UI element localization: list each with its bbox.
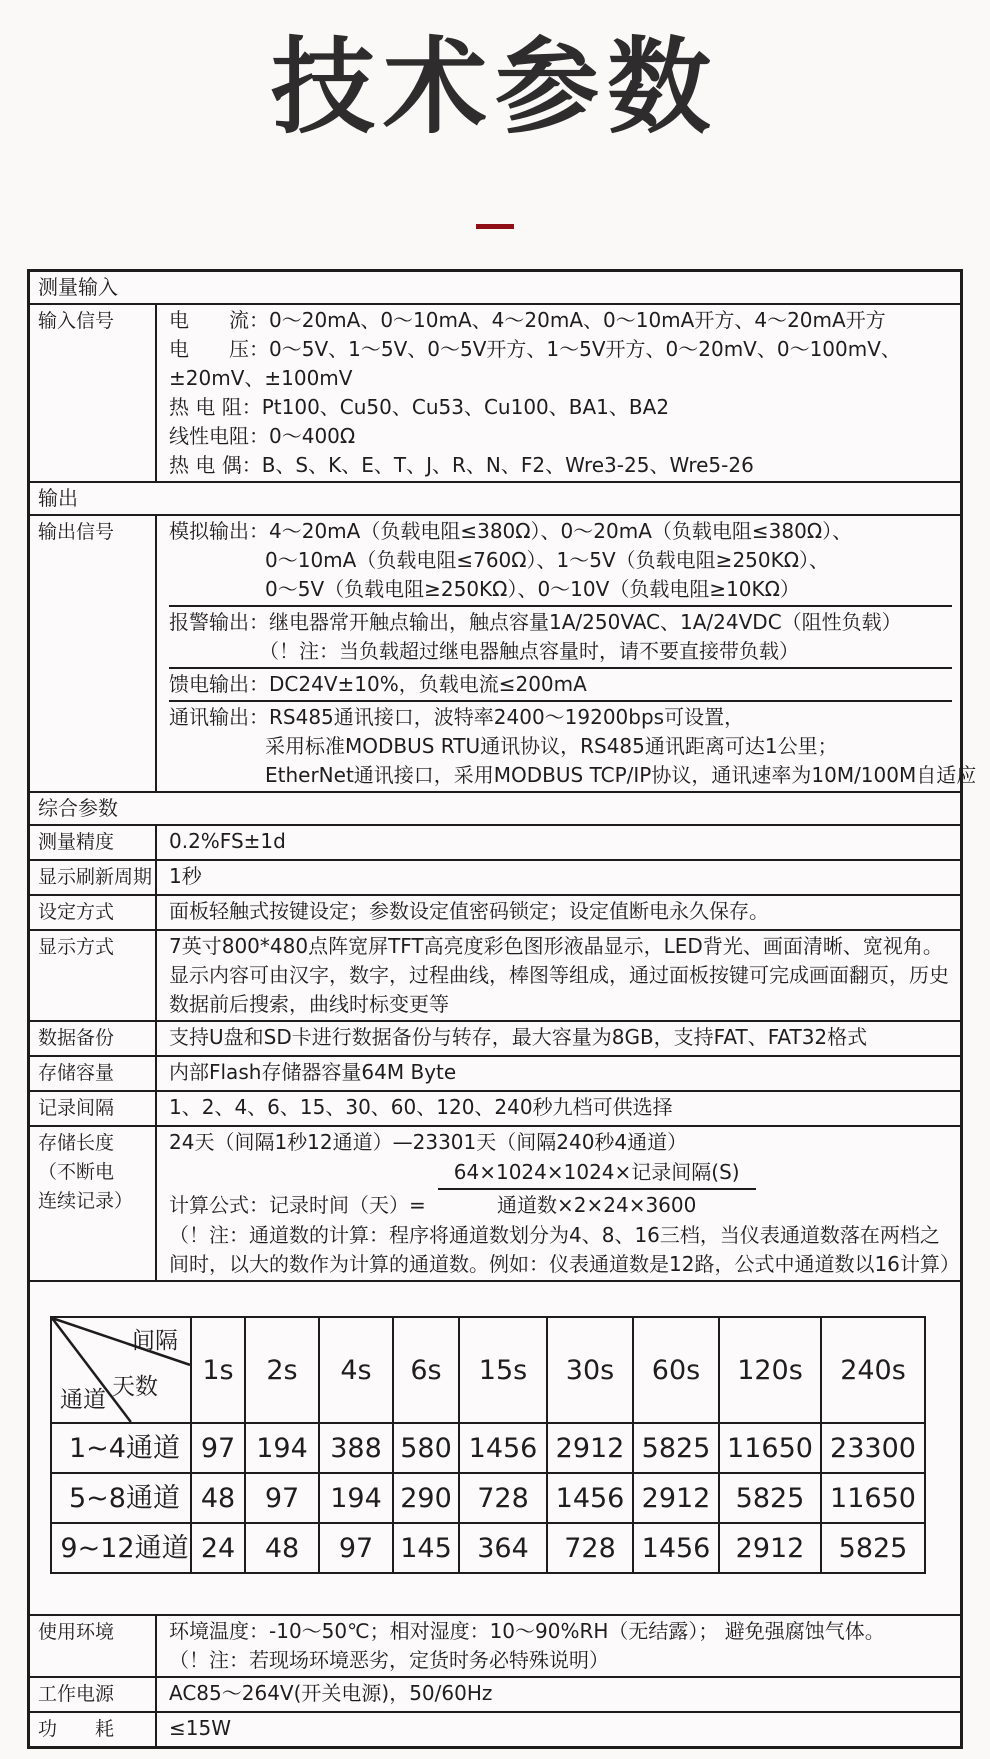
days-table-cell: 97 (245, 1473, 319, 1523)
row-environment (30, 1614, 960, 1676)
days-table-column-header: 15s (459, 1317, 547, 1423)
storage-length-formula (169, 1158, 952, 1220)
section-output (30, 481, 960, 514)
row-display-method (30, 929, 960, 1020)
days-table-row-label: 5~8通道 (51, 1473, 191, 1523)
days-table-cell: 1456 (459, 1423, 547, 1473)
input-signal-line: 电 流：0～20mA、0～10mA、4～20mA、0～10mA开方、4～20mA开方 (169, 308, 886, 332)
storage-length-label-line: （不断电 (38, 1161, 115, 1183)
days-table-cell: 2912 (719, 1523, 821, 1573)
comm-output-subrow (169, 700, 977, 791)
row-setting-method (30, 894, 960, 929)
input-signal-content (157, 305, 960, 481)
display-method-value: 7英寸800*480点阵宽屏TFT高亮度彩色图形液晶显示，LED背光、画面清晰、宽视角。显示内容可由汉字，数字，过程曲线，棒图等组成，通过面板按键可完成画面翻页，历史数据前后搜索，曲线时标变更等 (169, 934, 949, 1016)
days-table-cell: 97 (319, 1523, 393, 1573)
days-table-column-header: 30s (547, 1317, 633, 1423)
days-table-cell: 5825 (719, 1473, 821, 1523)
days-table-row (51, 1423, 925, 1473)
days-table-row-label: 1~4通道 (51, 1423, 191, 1473)
record-interval-value: 1、2、4、6、15、30、60、120、240秒九档可供选择 (169, 1095, 673, 1119)
data-backup-value: 支持U盘和SD卡进行数据备份与转存，最大容量为8GB，支持FAT、FAT32格式 (169, 1025, 868, 1049)
storage-length-label-line: 连续记录） (38, 1190, 134, 1212)
days-table-cell: 728 (459, 1473, 547, 1523)
formula-numerator: 64×1024×1024×记录间隔(S) (438, 1158, 756, 1190)
section-general (30, 791, 960, 824)
days-table-column-header: 120s (719, 1317, 821, 1423)
power-consumption-value: ≤15W (169, 1716, 231, 1740)
refresh-period-value: 1秒 (169, 864, 202, 888)
storage-capacity-label: 存储容量 (30, 1057, 157, 1090)
row-record-interval (30, 1090, 960, 1125)
input-signal-line: 电 压：0～5V、1～5V、0～5V开方、1～5V开方、0～20mV、0～100mV、 (169, 337, 901, 361)
input-signal-line: 线性电阻：0～400Ω (169, 424, 356, 448)
days-table-column-header: 240s (821, 1317, 925, 1423)
corner-channel-label: 通道 (60, 1387, 106, 1413)
section-general-label: 综合参数 (38, 796, 118, 820)
section-output-label: 输出 (38, 486, 78, 510)
days-table-cell: 5825 (821, 1523, 925, 1573)
row-storage-capacity (30, 1055, 960, 1090)
formula-prefix: 计算公式：记录时间（天）= (169, 1193, 426, 1217)
days-table-cell: 48 (245, 1523, 319, 1573)
input-signal-label: 输入信号 (30, 305, 157, 481)
analog-output-subrow (169, 516, 952, 605)
power-consumption-label: 功 耗 (30, 1713, 157, 1746)
days-table-cell: 48 (191, 1473, 245, 1523)
environment-label: 使用环境 (30, 1616, 157, 1676)
days-table-cell: 23300 (821, 1423, 925, 1473)
input-signal-line: 热 电 偶：B、S、K、E、T、J、R、N、F2、Wre3-25、Wre5-26 (169, 453, 754, 477)
section-measure-input-label: 测量输入 (38, 275, 118, 299)
row-days-table (30, 1280, 960, 1614)
days-table-column-header: 4s (319, 1317, 393, 1423)
setting-method-value: 面板轻触式按键设定；参数设定值密码锁定；设定值断电永久保存。 (169, 899, 769, 923)
formula-fraction (438, 1158, 756, 1220)
days-table-cell: 1456 (633, 1523, 719, 1573)
row-power-consumption (30, 1711, 960, 1746)
days-table-row (51, 1473, 925, 1523)
comm-output-line: EtherNet通讯接口，采用MODBUS TCP/IP协议，通讯速率为10M/100M自适应 (265, 763, 977, 787)
row-output-signal (30, 514, 977, 791)
storage-length-label (30, 1127, 157, 1280)
feed-output-subrow (169, 667, 952, 700)
input-signal-line: 热 电 阻：Pt100、Cu50、Cu53、Cu100、BA1、BA2 (169, 395, 670, 419)
setting-method-label: 设定方式 (30, 896, 157, 929)
record-interval-label: 记录间隔 (30, 1092, 157, 1125)
days-table-cell: 1456 (547, 1473, 633, 1523)
refresh-period-label: 显示刷新周期 (30, 861, 157, 894)
title-underline-decoration (476, 224, 514, 229)
alarm-output-line: 报警输出：继电器常开触点输出，触点容量1A/250VAC、1A/24VDC（阻性负载） (169, 610, 902, 634)
days-table-cell: 2912 (547, 1423, 633, 1473)
comm-output-line: 通讯输出：RS485通讯接口，波特率2400～19200bps可设置， (169, 705, 745, 729)
output-signal-label: 输出信号 (30, 516, 157, 791)
row-refresh-period (30, 859, 960, 894)
power-supply-value: AC85～264V(开关电源)，50/60Hz (169, 1681, 493, 1705)
section-measure-input (30, 272, 960, 303)
days-table-cell: 11650 (821, 1473, 925, 1523)
power-supply-label: 工作电源 (30, 1678, 157, 1711)
days-table-column-header: 6s (393, 1317, 459, 1423)
input-signal-line: ±20mV、±100mV (169, 366, 353, 390)
days-table-cell: 24 (191, 1523, 245, 1573)
days-table-column-header: 60s (633, 1317, 719, 1423)
spec-table (27, 269, 977, 1749)
environment-note: （！注：若现场环境恶劣，定货时务必特殊说明） (169, 1648, 609, 1672)
storage-capacity-value: 内部Flash存储器容量64M Byte (169, 1060, 457, 1084)
alarm-output-note: （！注：当负载超过继电器触点容量时，请不要直接带负载） (259, 639, 799, 663)
accuracy-value: 0.2%FS±1d (169, 829, 286, 853)
days-table-column-header: 2s (245, 1317, 319, 1423)
page-title: 技术参数 (270, 26, 719, 148)
row-accuracy (30, 824, 960, 859)
analog-output-line: 模拟输出：4～20mA（负载电阻≤380Ω）、0～20mA（负载电阻≤380Ω）、 (169, 519, 853, 543)
display-method-label: 显示方式 (30, 931, 157, 1020)
days-table-row (51, 1523, 925, 1573)
storage-length-label-line: 存储长度 (38, 1132, 115, 1154)
row-power-supply (30, 1676, 960, 1711)
storage-length-note: （！注：通道数的计算：程序将通道数划分为4、8、16三档，当仪表通道数落在两档之间时，以大的数作为计算的通道数。例如：仪表通道数是12路，公式中通道数以16计算） (169, 1223, 960, 1276)
accuracy-label: 测量精度 (30, 826, 157, 859)
days-table-cell: 194 (319, 1473, 393, 1523)
days-table-cell: 290 (393, 1473, 459, 1523)
days-table-cell: 5825 (633, 1423, 719, 1473)
row-storage-length (30, 1125, 960, 1280)
days-table-cell: 194 (245, 1423, 319, 1473)
corner-days-label: 天数 (112, 1374, 158, 1400)
days-table-cell: 2912 (633, 1473, 719, 1523)
days-table-cell: 728 (547, 1523, 633, 1573)
days-table-row-label: 9~12通道 (51, 1523, 191, 1573)
storage-length-content (157, 1127, 960, 1280)
days-table-cell: 11650 (719, 1423, 821, 1473)
corner-interval-label: 间隔 (132, 1328, 178, 1354)
days-table-cell: 580 (393, 1423, 459, 1473)
days-table-corner-cell (51, 1317, 191, 1423)
days-table-cell: 145 (393, 1523, 459, 1573)
row-input-signal (30, 303, 960, 481)
storage-days-table (50, 1316, 926, 1574)
data-backup-label: 数据备份 (30, 1022, 157, 1055)
environment-content (157, 1616, 960, 1676)
environment-line: 环境温度：-10～50℃；相对湿度：10～90%RH（无结露）； 避免强腐蚀气体。 (169, 1619, 885, 1643)
storage-length-range: 24天（间隔1秒12通道）—23301天（间隔240秒4通道） (169, 1130, 688, 1154)
feed-output-line: 馈电输出：DC24V±10%，负载电流≤200mA (169, 672, 587, 696)
days-table-cell: 97 (191, 1423, 245, 1473)
output-signal-content (157, 516, 977, 791)
alarm-output-subrow (169, 605, 952, 667)
days-table-cell: 364 (459, 1523, 547, 1573)
comm-output-line: 采用标准MODBUS RTU通讯协议，RS485通讯距离可达1公里； (265, 734, 838, 758)
analog-output-line: 0～10mA（负载电阻≤760Ω）、1～5V（负载电阻≥250KΩ）、 (265, 548, 830, 572)
analog-output-line: 0～5V（负载电阻≥250KΩ）、0～10V（负载电阻≥10KΩ） (265, 577, 800, 601)
days-table-column-header: 1s (191, 1317, 245, 1423)
formula-denominator: 通道数×2×24×3600 (497, 1193, 697, 1217)
days-table-cell: 388 (319, 1423, 393, 1473)
row-data-backup (30, 1020, 960, 1055)
